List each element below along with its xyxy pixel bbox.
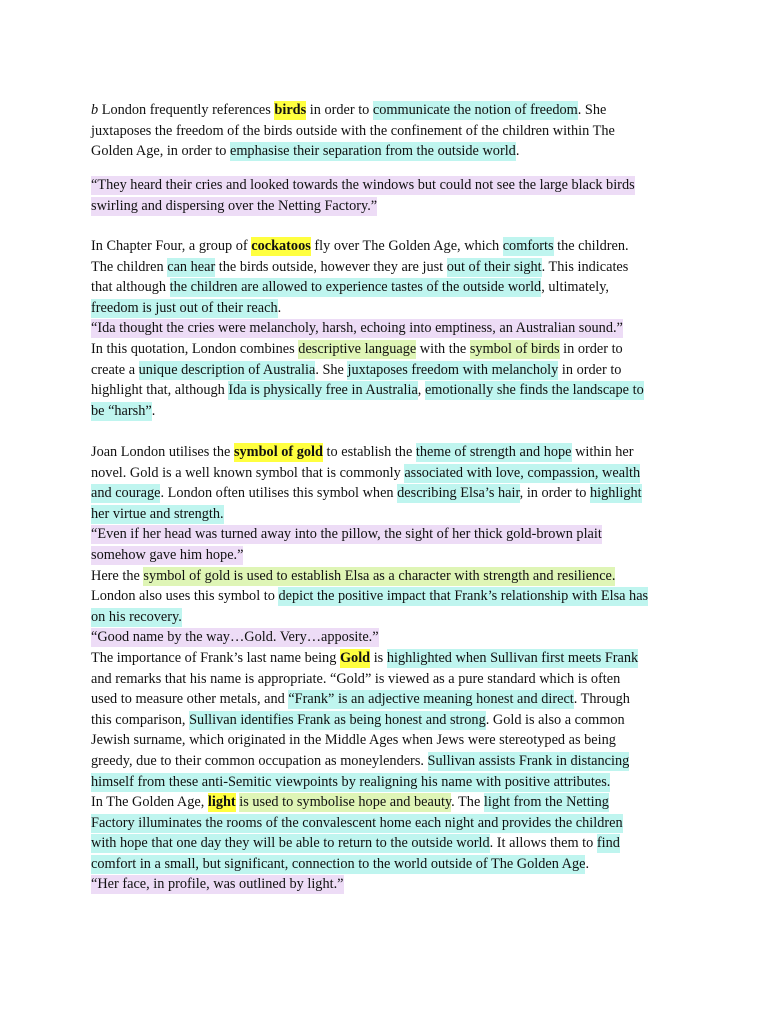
text-run: In this quotation, London combines bbox=[91, 340, 299, 357]
text-line bbox=[91, 442, 683, 463]
text-run: . Through bbox=[573, 691, 630, 708]
text-line bbox=[91, 566, 683, 587]
analysis-highlight: her virtue and strength. bbox=[91, 505, 224, 522]
text-run: In The Golden Age, bbox=[91, 794, 208, 811]
text-run: create a bbox=[91, 361, 139, 378]
analysis-highlight: Factory illuminates the rooms of the convalescent home each night and provides the children bbox=[91, 814, 623, 831]
text-line bbox=[91, 141, 683, 162]
text-run: . She bbox=[577, 102, 607, 118]
analysis-highlight: Sullivan identifies Frank as being honest and strong bbox=[189, 711, 486, 728]
analysis-highlight: comfort in a small, but significant, connection to the world outside of The Golden Age bbox=[91, 855, 586, 872]
text-line bbox=[91, 607, 683, 628]
text-line bbox=[91, 360, 683, 381]
quote-highlight: “Her face, in profile, was outlined by light.” bbox=[91, 876, 344, 893]
text-run: London also uses this symbol to bbox=[91, 588, 279, 605]
text-run: in order to bbox=[306, 102, 373, 118]
quote-highlight: “Ida thought the cries were melancholy, harsh, echoing into emptiness, an Australian sound.” bbox=[91, 320, 623, 337]
text-run: . It allows them to bbox=[489, 835, 597, 852]
text-line bbox=[91, 874, 683, 895]
analysis-highlight: Sullivan assists Frank in distancing bbox=[427, 752, 630, 769]
analysis-highlight: with hope that one day they will be able to return to the outside world bbox=[91, 835, 490, 852]
text-line bbox=[91, 669, 683, 690]
text-run: to establish the bbox=[322, 444, 416, 460]
text-line bbox=[91, 339, 683, 360]
text-run: with the bbox=[416, 340, 470, 357]
text-line bbox=[91, 236, 683, 257]
text-run: , ultimately, bbox=[541, 279, 609, 296]
text-line bbox=[91, 121, 683, 142]
text-run: . bbox=[277, 299, 282, 316]
analysis-highlight: can hear bbox=[167, 258, 216, 275]
text-line bbox=[91, 175, 683, 196]
analysis-highlight: and courage bbox=[91, 485, 161, 502]
text-run: greedy, due to their common occupation as moneylenders. bbox=[91, 752, 428, 769]
text-line bbox=[91, 586, 683, 607]
text-run: highlight that, although bbox=[91, 382, 229, 399]
text-line bbox=[91, 463, 683, 484]
text-run: used to measure other metals, and bbox=[91, 691, 289, 708]
text-run: . bbox=[585, 855, 590, 872]
text-run: that although bbox=[91, 279, 170, 296]
analysis-highlight: describing Elsa’s hair bbox=[397, 485, 520, 502]
text-line bbox=[91, 100, 683, 121]
text-line bbox=[91, 545, 683, 566]
analysis-highlight: himself from these anti-Semitic viewpoints by realigning his name with positive attributes. bbox=[91, 773, 611, 790]
text-run: the birds outside, however they are just bbox=[215, 258, 447, 275]
analysis-highlight: theme of strength and hope bbox=[415, 444, 572, 460]
analysis-highlight: light from the Netting bbox=[483, 794, 609, 811]
quote-highlight: “Even if her head was turned away into the pillow, the sight of her thick gold-brown plait bbox=[91, 526, 602, 543]
paragraph-birds-intro bbox=[91, 100, 683, 162]
text-run: fly over The Golden Age, which bbox=[310, 238, 503, 254]
text-run: . She bbox=[315, 361, 348, 378]
analysis-highlight: depict the positive impact that Frank’s relationship with Elsa has bbox=[278, 588, 649, 605]
text-run: London frequently references bbox=[98, 102, 275, 118]
text-run: . Gold is also a common bbox=[485, 711, 625, 728]
text-line bbox=[91, 196, 683, 217]
analysis-highlight: emotionally she finds the landscape to bbox=[424, 382, 644, 399]
text-run: The importance of Frank’s last name being bbox=[91, 649, 340, 666]
analysis-highlight: juxtaposes freedom with melancholy bbox=[347, 361, 559, 378]
analysis-highlight: freedom is just out of their reach bbox=[91, 299, 278, 316]
quote-birds-windows bbox=[91, 175, 683, 216]
analysis-highlight: out of their sight bbox=[446, 258, 542, 275]
text-line bbox=[91, 524, 683, 545]
text-run: Golden Age, in order to bbox=[91, 143, 230, 160]
analysis-highlight: be “harsh” bbox=[91, 402, 152, 419]
text-line bbox=[91, 257, 683, 278]
text-run: , bbox=[417, 382, 425, 399]
analysis-highlight: highlighted when Sullivan first meets Frank bbox=[386, 649, 639, 666]
paragraph-symbol-of-gold bbox=[91, 442, 683, 895]
quote-highlight: “Good name by the way…Gold. Very…apposite.” bbox=[91, 629, 379, 646]
keyword-highlight: symbol of gold bbox=[233, 444, 323, 460]
keyword-highlight: Gold bbox=[339, 649, 371, 666]
analysis-highlight: communicate the notion of freedom bbox=[372, 102, 578, 118]
text-run: this comparison, bbox=[91, 711, 190, 728]
analysis-highlight: highlight bbox=[589, 485, 642, 502]
text-line bbox=[91, 833, 683, 854]
quote-highlight: somehow gave him hope.” bbox=[91, 546, 244, 563]
text-line bbox=[91, 380, 683, 401]
text-line bbox=[91, 401, 683, 422]
text-line bbox=[91, 751, 683, 772]
analysis-highlight: Ida is physically free in Australia bbox=[228, 382, 418, 399]
text-run: novel. Gold is a well known symbol that is commonly bbox=[91, 464, 405, 481]
keyword-highlight: cockatoos bbox=[251, 238, 311, 254]
text-run: In Chapter Four, a group of bbox=[91, 238, 252, 254]
text-run: Joan London utilises the bbox=[91, 444, 234, 460]
text-line bbox=[91, 504, 683, 525]
text-run: . London often utilises this symbol when bbox=[160, 485, 398, 502]
text-line bbox=[91, 277, 683, 298]
text-run: , in order to bbox=[519, 485, 590, 502]
text-run: . bbox=[515, 143, 520, 160]
analysis-highlight: unique description of Australia bbox=[138, 361, 316, 378]
text-run: . This indicates bbox=[541, 258, 629, 275]
text-run: juxtaposes the freedom of the birds outside with the confinement of the children within The bbox=[91, 122, 615, 139]
text-run: and remarks that his name is appropriate. “Gold” is viewed as a pure standard which is often bbox=[91, 670, 621, 687]
text-run: . bbox=[151, 402, 156, 419]
text-run: is bbox=[370, 649, 387, 666]
text-line bbox=[91, 730, 683, 751]
analysis-highlight: “Frank” is an adjective meaning honest and direct bbox=[288, 691, 574, 708]
quote-highlight: “They heard their cries and looked towards the windows but could not see the large black birds bbox=[91, 177, 635, 193]
text-run: Jewish surname, which originated in the Middle Ages when Jews were stereotyped as being bbox=[91, 732, 616, 749]
analysis-highlight: associated with love, compassion, wealth bbox=[404, 464, 641, 481]
text-run: in order to bbox=[558, 361, 622, 378]
text-line bbox=[91, 627, 683, 648]
text-line bbox=[91, 318, 683, 339]
text-line bbox=[91, 298, 683, 319]
text-line bbox=[91, 854, 683, 875]
text-line bbox=[91, 689, 683, 710]
text-run: . The bbox=[451, 794, 484, 811]
text-line bbox=[91, 792, 683, 813]
text-run: the children. bbox=[553, 238, 629, 254]
analysis-highlight: the children are allowed to experience tastes of the outside world bbox=[169, 279, 542, 296]
text-line bbox=[91, 772, 683, 793]
analysis-highlight: comforts bbox=[502, 238, 554, 254]
quote-highlight: swirling and dispersing over the Netting Factory.” bbox=[91, 197, 378, 214]
analysis-highlight: find bbox=[596, 835, 620, 852]
text-line bbox=[91, 483, 683, 504]
text-run: Here the bbox=[91, 567, 144, 584]
technique-highlight: symbol of birds bbox=[469, 340, 560, 357]
label-italic: b bbox=[91, 102, 99, 118]
paragraph-cockatoos bbox=[91, 236, 683, 421]
text-line bbox=[91, 710, 683, 731]
technique-highlight: symbol of gold is used to establish Elsa as a character with strength and resilience. bbox=[143, 567, 616, 584]
text-run: within her bbox=[571, 444, 634, 460]
keyword-highlight: light bbox=[207, 794, 236, 811]
text-line bbox=[91, 813, 683, 834]
text-line bbox=[91, 648, 683, 669]
analysis-highlight: emphasise their separation from the outside world bbox=[229, 143, 516, 160]
analysis-highlight: on his recovery. bbox=[91, 608, 182, 625]
text-run: The children bbox=[91, 258, 168, 275]
text-run: in order to bbox=[559, 340, 623, 357]
technique-highlight: is used to symbolise hope and beauty bbox=[239, 794, 452, 811]
keyword-highlight: birds bbox=[274, 102, 307, 118]
technique-highlight: descriptive language bbox=[298, 340, 417, 357]
